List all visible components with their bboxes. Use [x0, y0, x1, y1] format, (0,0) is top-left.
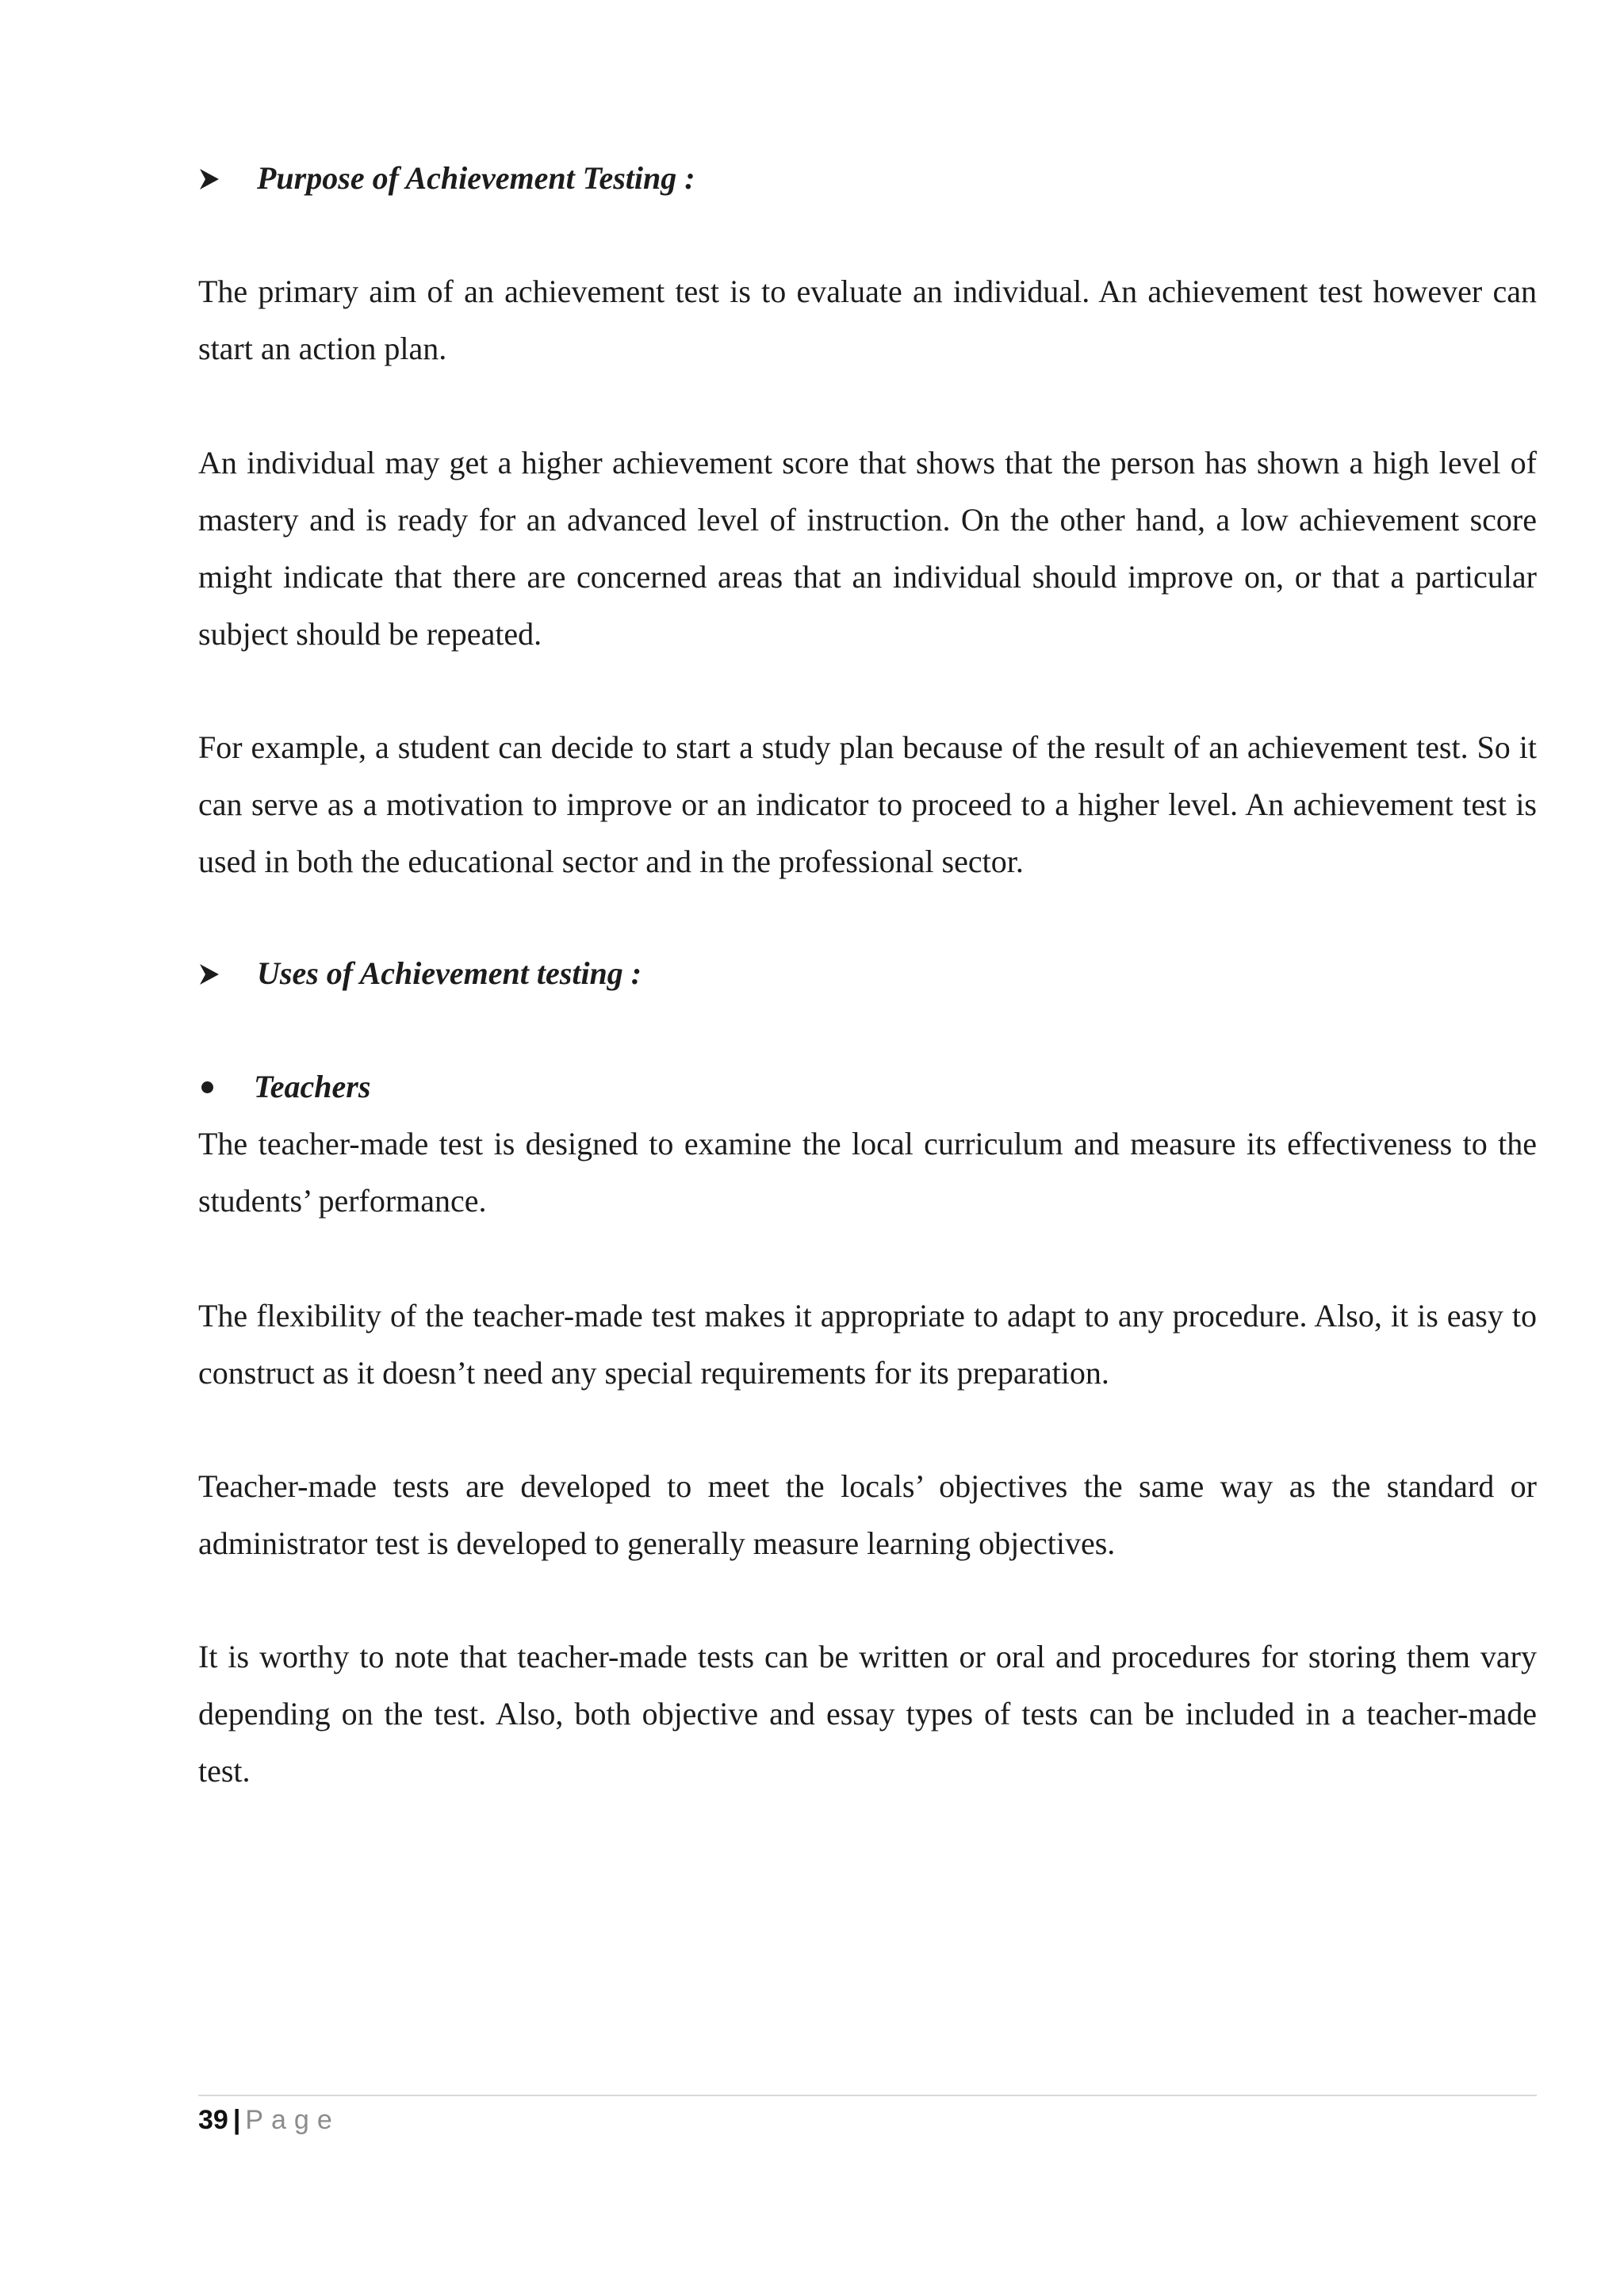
purpose-paragraph-3: For example, a student can decide to start a study plan because of the result of an achievement test. So it can serve as a motivation to improve or an indicator to proceed to a higher level. An achievement test is used in both the educational sector and in the professional sector. [198, 729, 1537, 879]
uses-paragraph-3: Teacher-made tests are developed to meet the locals’ objectives the same way as the standard or administrator test is developed to generally measure learning objectives. [198, 1468, 1537, 1561]
page-number: 39 [198, 2105, 228, 2135]
purpose-paragraph-1: The primary aim of an achievement test is to evaluate an individual. An achievement test however can start an action plan. [198, 274, 1537, 366]
page-label: Page [245, 2105, 340, 2135]
teachers-subheading [198, 1058, 370, 1115]
purpose-paragraph-2: An individual may get a higher achievement score that shows that the person has shown a high level of mastery and is ready for an advanced level of instruction. On the other hand, a low achievement score might indicate that there are concerned areas that an individual should improve on, or that a particular subject should be repeated. [198, 445, 1537, 652]
footer-separator: | [232, 2105, 241, 2135]
footer-divider [198, 2095, 1537, 2096]
purpose-heading-text: Purpose of Achievement Testing : [257, 160, 695, 196]
uses-paragraph-4: It is worthy to note that teacher-made tests can be written or oral and procedures for storing them vary depending on the test. Also, both objective and essay types of tests can be included in a teacher-made test. [198, 1639, 1537, 1789]
teachers-subheading-text: Teachers [254, 1069, 371, 1104]
uses-heading-text: Uses of Achievement testing : [257, 955, 642, 991]
page-footer [198, 2101, 340, 2139]
uses-paragraph-1: The teacher-made test is designed to examine the local curriculum and measure its effectiveness to the students’ performance. [198, 1126, 1537, 1219]
uses-paragraph-2: The flexibility of the teacher-made test makes it appropriate to adapt to any procedure. Also, it is easy to construct as it doesn’t need any special requirements for its preparation. [198, 1298, 1537, 1391]
arrowhead-bullet-icon [198, 945, 257, 1002]
uses-heading [198, 945, 642, 1002]
bullet-dot-icon [201, 1081, 213, 1093]
arrowhead-bullet-icon [198, 150, 257, 207]
purpose-heading [198, 150, 695, 207]
